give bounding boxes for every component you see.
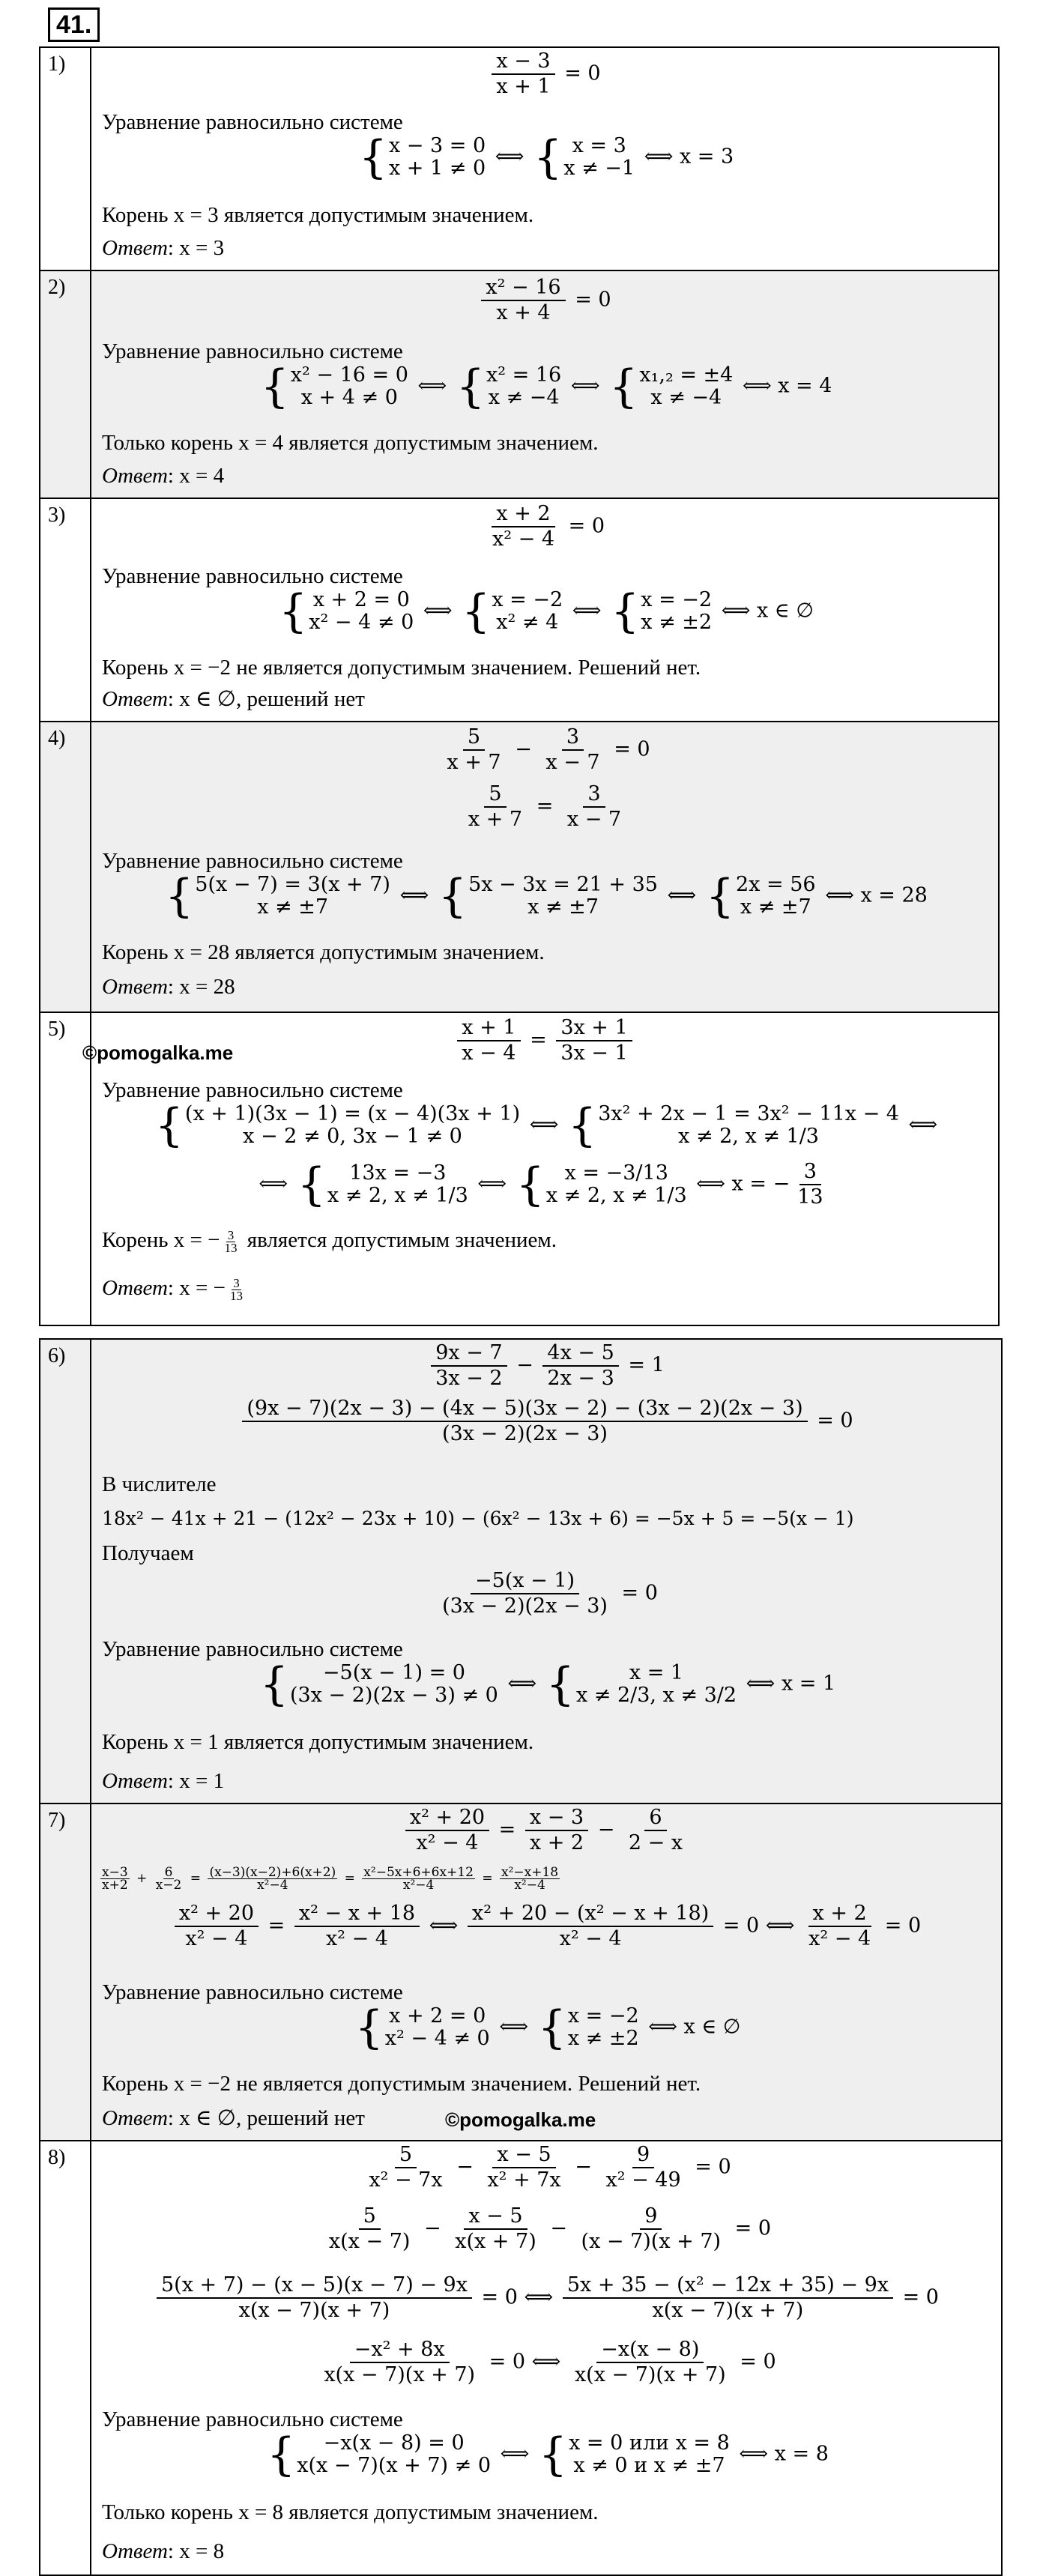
system-intro: Уравнение равносильно системе bbox=[102, 1078, 403, 1102]
equation: $\frac{9x - 7}{3x - 2}$ − $\frac{4x - 5}{2x - 3}$ = 1 bbox=[91, 1341, 1001, 1391]
watermark: ©pomogalka.me bbox=[445, 2108, 596, 2131]
system-intro: Уравнение равносильно системе bbox=[102, 339, 403, 363]
numerator-label: В числителе bbox=[102, 1472, 217, 1496]
problem-6 bbox=[40, 1340, 1001, 1804]
system-chain: { x² − 16 = 0 x + 4 ≠ 0 ⟺ { x² = 16 x ≠ −4 ⟺ { x₁,₂ = ±4 x ≠ −4 ⟺ x = 4 bbox=[260, 360, 832, 413]
conclusion: Корень x = − $\frac{3}{13}$ является допустимым значением. bbox=[102, 1227, 557, 1255]
simplified-step: $\frac{\text{−x² + 8x}}{x(x - 7)(x + 7)}$ = 0 ⟺ $\frac{-x(x - 8)}{x(x - 7)(x + 7)}$ = 0 bbox=[324, 2338, 776, 2386]
system-intro: Уравнение равносильно системе bbox=[102, 849, 403, 873]
system-intro: Уравнение равносильно системе bbox=[102, 564, 403, 588]
problem-2 bbox=[40, 271, 998, 499]
problem-number: 3) bbox=[40, 499, 91, 721]
answer: Ответ: x = 4 bbox=[102, 464, 225, 488]
exercise-number: 41. bbox=[48, 7, 100, 42]
problem-8 bbox=[40, 2141, 1001, 2575]
problem-number: 4) bbox=[40, 722, 91, 1012]
answer: Ответ: x = 8 bbox=[102, 2539, 225, 2563]
problem-number: 6) bbox=[40, 1340, 91, 1803]
problem-number: 8) bbox=[40, 2141, 91, 2575]
problem-number: 7) bbox=[40, 1804, 91, 2140]
equation: $\frac{5}{x + 7}$ − $\frac{3}{x - 7}$ = 0 bbox=[447, 725, 650, 774]
factored-step: $\frac{5}{x(x - 7)}$ − $\frac{x - 5}{x(x + 7)}$ − $\frac{9}{(x - 7)(x + 7)}$ = 0 bbox=[328, 2204, 772, 2253]
answer: Ответ: x = 28 bbox=[102, 975, 235, 999]
conclusion: Корень x = 3 является допустимым значением. bbox=[102, 203, 534, 227]
system-intro: Уравнение равносильно системе bbox=[102, 110, 403, 134]
system-chain: { x − 3 = 0 x + 1 ≠ 0 ⟺ { x = 3 x ≠ −1 ⟺ x = 3 bbox=[358, 131, 734, 184]
numerator-expression: 18x² − 41x + 21 − (12x² − 23x + 10) − (6x² − 13x + 6) = −5x + 5 = −5(x − 1) bbox=[102, 1508, 854, 1529]
answer: Ответ: x = 1 bbox=[102, 1769, 225, 1793]
equation: $\frac{\text{x² + 20}}{\text{x² − 4}}$ = $\frac{x - 3}{x + 2}$ − $\frac{6}{2 - x}$ bbox=[91, 1806, 1001, 1855]
combined-step: $\frac{5(x + 7) - (x - 5)(x - 7) - 9x}{x(x - 7)(x + 7)}$ = 0 ⟺ $\frac{\text{5x + 35 − (x² − 12x + 35) − 9x}}{x(x - 7)(x + 7)}$ = 0 bbox=[91, 2273, 1001, 2323]
we-get-label: Получаем bbox=[102, 1541, 194, 1565]
conclusion: Корень x = 1 является допустимым значением. bbox=[102, 1730, 534, 1754]
answer: Ответ: x = − $\frac{3}{13}$ bbox=[102, 1275, 243, 1303]
problem-5 bbox=[40, 1013, 998, 1325]
system-chain: { −x(x − 8) = 0 x(x − 7)(x + 7) ≠ 0 ⟺ { x = 0 или x = 8 x ≠ 0 и x ≠ ±7 ⟺ x = 8 bbox=[267, 2428, 829, 2481]
problem-number: 2) bbox=[40, 271, 91, 498]
system: { x = 3 x ≠ −1 bbox=[533, 131, 635, 184]
system-chain: { x + 2 = 0 x² − 4 ≠ 0 ⟺ { x = −2 x ≠ ±2 ⟺ x ∈ ∅ bbox=[354, 2001, 741, 2054]
problem-4 bbox=[40, 722, 998, 1013]
side-computation: $\frac{x-3}{x+2}$ + $\frac{6}{x-2}$ = $\frac{(x-3)(x-2)+6(x+2)}{\text{x²−4}}$ = $\frac{\text{x²−5x+6+6x+12}}{\text{x²−4}}$ = $\frac{\text{x²−x+18}}{\text{x²−4}}$ bbox=[102, 1865, 559, 1893]
system-chain: { (x + 1)(3x − 1) = (x − 4)(3x + 1) x − 2 ≠ 0, 3x − 1 ≠ 0 ⟺ { 3x² + 2x − 1 = 3x² − 11x − 4 x ≠ 2, x ≠ 1/3 ⟺ bbox=[154, 1099, 938, 1152]
system-intro: Уравнение равносильно системе bbox=[102, 1980, 403, 2004]
system-chain: { 5(x − 7) = 3(x + 7) x ≠ ±7 ⟺ { 5x − 3x = 21 + 35 x ≠ ±7 ⟺ { 2x = 56 x ≠ ±7 ⟺ x = 28 bbox=[165, 870, 928, 922]
problem-number: 5) bbox=[40, 1013, 91, 1325]
reduced-equation: $\frac{-5(x - 1)}{(3x - 2)(2x - 3)}$ = 0 bbox=[442, 1569, 658, 1618]
watermark: ©pomogalka.me bbox=[82, 1041, 234, 1064]
fraction: $\frac{x - 3}{x + 1}$ bbox=[492, 49, 554, 99]
equation: $\frac{x + 1}{x - 4}$ = $\frac{3x + 1}{3x - 1}$ bbox=[91, 1016, 998, 1065]
problem-1 bbox=[40, 48, 998, 271]
solutions-table-1 bbox=[39, 46, 1000, 1326]
equation: $\frac{x + 2}{\text{x² − 4}}$ = 0 bbox=[492, 502, 605, 551]
answer: Ответ: x ∈ ∅, решений нет bbox=[102, 2106, 365, 2130]
answer: Ответ: x = 3 bbox=[102, 236, 225, 260]
transformation-chain: $\frac{\text{x² + 20}}{\text{x² − 4}}$ = $\frac{\text{x² − x + 18}}{\text{x² − 4}}$ ⟺ $\frac{\text{x² + 20 − (x² − x + 18)}}{\text{x² − 4}}$ = 0 ⟺ $\frac{x + 2}{\text{x² − 4}}$ = 0 bbox=[91, 1902, 1001, 1951]
conclusion: Только корень x = 8 является допустимым значением. bbox=[102, 2500, 599, 2524]
system: { x − 3 = 0 x + 1 ≠ 0 bbox=[358, 131, 486, 184]
system-chain: { x + 2 = 0 x² − 4 ≠ 0 ⟺ { x = −2 x² ≠ 4 ⟺ { x = −2 x ≠ ±2 ⟺ x ∈ ∅ bbox=[279, 585, 814, 638]
conclusion: Корень x = −2 не является допустимым значением. Решений нет. bbox=[102, 656, 701, 680]
solutions-table-2 bbox=[39, 1338, 1003, 2576]
system-intro: Уравнение равносильно системе bbox=[102, 1637, 403, 1661]
equation: $\frac{5}{\text{x² − 7x}}$ − $\frac{x - 5}{\text{x² + 7x}}$ − $\frac{9}{\text{x² − 49}}$ = 0 bbox=[369, 2143, 731, 2192]
problem-7 bbox=[40, 1804, 1001, 2141]
problem-3 bbox=[40, 499, 998, 722]
common-denominator-step: $\frac{(9x - 7)(2x - 3) - (4x - 5)(3x - 2) - (3x - 2)(2x - 3)}{(3x - 2)(2x - 3)}$ = 0 bbox=[91, 1397, 1001, 1446]
system-chain: { −5(x − 1) = 0 (3x − 2)(2x − 3) ≠ 0 ⟺ { x = 1 x ≠ 2/3, x ≠ 3/2 ⟺ x = 1 bbox=[259, 1658, 836, 1711]
system-chain-2: ⟺ { 13x = −3 x ≠ 2, x ≠ 1/3 ⟺ { x = −3/13 x ≠ 2, x ≠ 1/3 ⟺ x = − $\frac{3}{13}$ bbox=[259, 1158, 823, 1211]
problem-number: 1) bbox=[40, 48, 91, 270]
equation: $\frac{\text{x² − 16}}{x + 4}$ = 0 bbox=[91, 276, 998, 325]
answer: Ответ: x ∈ ∅, решений нет bbox=[102, 687, 365, 711]
system-intro: Уравнение равносильно системе bbox=[102, 2407, 403, 2431]
equation-step: $\frac{5}{x + 7}$ = $\frac{3}{x - 7}$ bbox=[468, 782, 622, 831]
equation: $\frac{x - 3}{x + 1}$ = 0 bbox=[91, 49, 998, 99]
conclusion: Корень x = −2 не является допустимым значением. Решений нет. bbox=[102, 2072, 701, 2096]
conclusion: Только корень x = 4 является допустимым значением. bbox=[102, 431, 599, 455]
conclusion: Корень x = 28 является допустимым значением. bbox=[102, 940, 545, 964]
